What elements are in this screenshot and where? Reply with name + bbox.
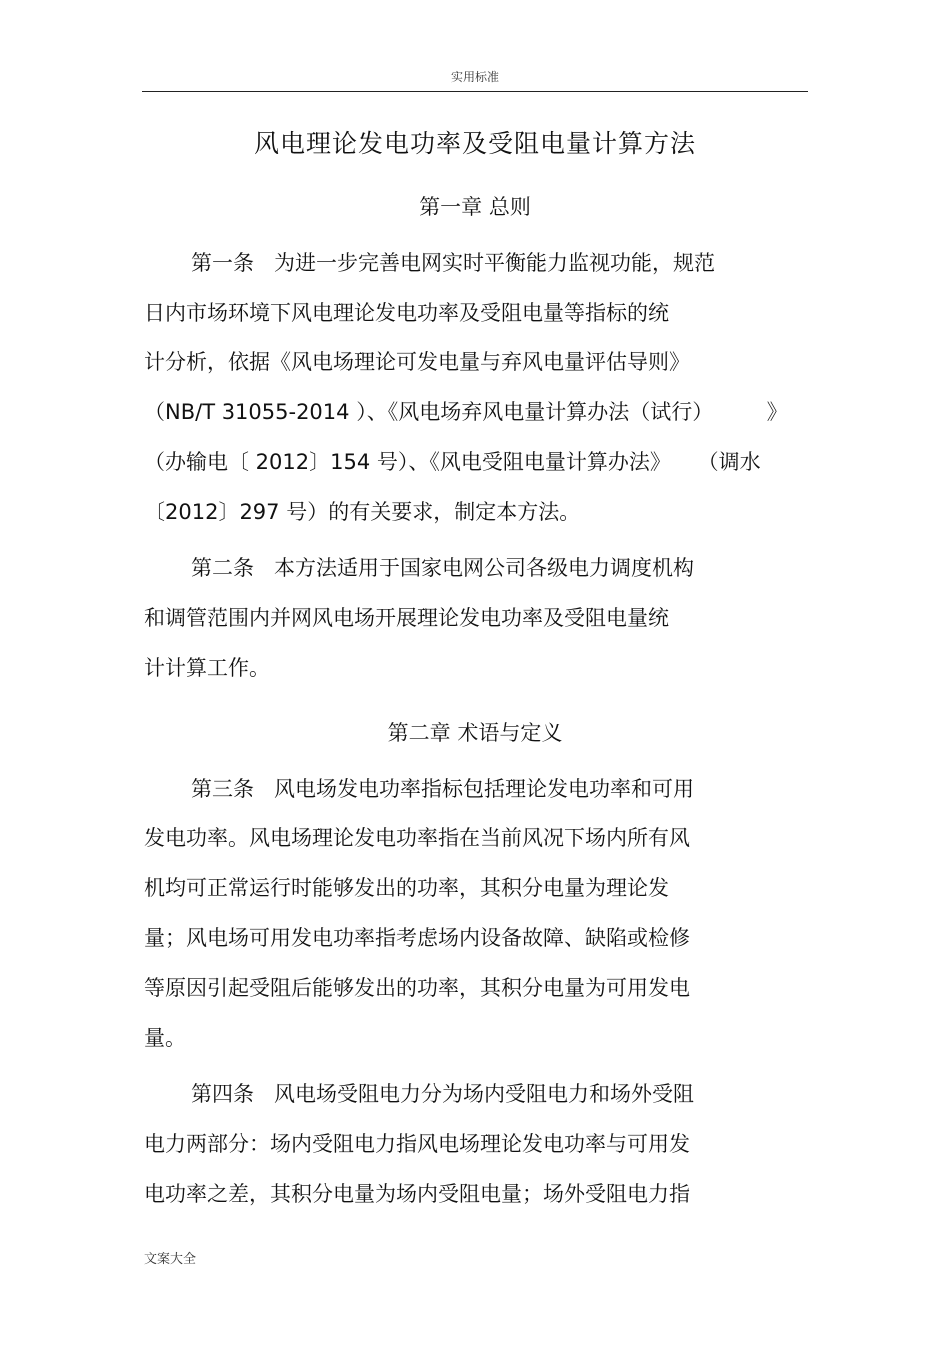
paragraph-line: 电功率之差，其积分电量为场内受阻电量；场外受阻电力指 bbox=[144, 1182, 690, 1206]
paragraph-line: 量。 bbox=[144, 1026, 186, 1050]
paragraph-line: （办输电〔 2012〕154 号）、《风电受阻电量计算办法》 （调水 bbox=[144, 450, 761, 474]
document-title: 风电理论发电功率及受阻电量计算方法 bbox=[253, 129, 696, 158]
paragraph-line: 〔2012〕297 号）的有关要求，制定本方法。 bbox=[144, 500, 581, 524]
paragraph-line: （NB/T 31055-2014 ）、《风电场弃风电量计算办法（试行） 》 bbox=[144, 400, 788, 424]
paragraph-line: 和调管范围内并网风电场开展理论发电功率及受阻电量统 bbox=[144, 606, 669, 630]
paragraph-line: 第四条 风电场受阻电力分为场内受阻电力和场外受阻 bbox=[191, 1082, 695, 1106]
chapter-heading-1: 第一章 总则 bbox=[419, 195, 531, 219]
paragraph-line: 机均可正常运行时能够发出的功率，其积分电量为理论发 bbox=[144, 876, 669, 900]
header-rule bbox=[142, 91, 808, 92]
paragraph-line: 第一条 为进一步完善电网实时平衡能力监视功能，规范 bbox=[191, 251, 716, 275]
paragraph-line: 日内市场环境下风电理论发电功率及受阻电量等指标的统 bbox=[144, 301, 669, 325]
paragraph-line: 电力两部分：场内受阻电力指风电场理论发电功率与可用发 bbox=[144, 1132, 690, 1156]
paragraph-line: 计计算工作。 bbox=[144, 656, 270, 680]
paragraph-line: 发电功率。风电场理论发电功率指在当前风况下场内所有风 bbox=[144, 826, 690, 850]
paragraph-line: 第二条 本方法适用于国家电网公司各级电力调度机构 bbox=[191, 556, 695, 580]
page-header: 实用标准 bbox=[450, 70, 499, 84]
chapter-heading-2: 第二章 术语与定义 bbox=[387, 721, 563, 745]
page-footer: 文案大全 bbox=[144, 1252, 197, 1267]
paragraph-line: 计分析，依据《风电场理论可发电量与弃风电量评估导则》 bbox=[144, 350, 690, 374]
paragraph-line: 量；风电场可用发电功率指考虑场内设备故障、缺陷或检修 bbox=[144, 926, 690, 950]
paragraph-line: 等原因引起受阻后能够发出的功率，其积分电量为可用发电 bbox=[144, 976, 690, 1000]
paragraph-line: 第三条 风电场发电功率指标包括理论发电功率和可用 bbox=[191, 777, 695, 801]
